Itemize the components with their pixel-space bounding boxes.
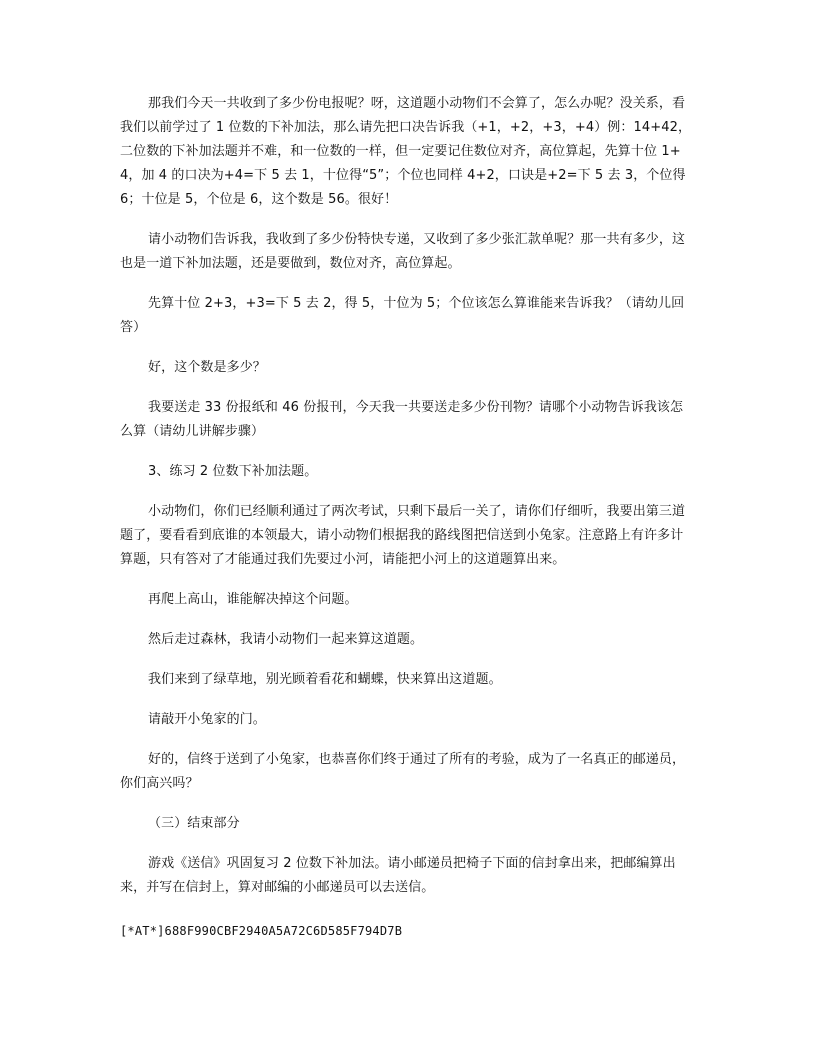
document-id-code: [*AT*]688F990CBF2940A5A72C6D585F794D7B <box>120 924 403 938</box>
paragraph-mountain: 再爬上高山，谁能解决掉这个问题。 <box>148 592 358 607</box>
paragraph-express-mail: 请小动物们告诉我，我收到了多少份特快专递，又收到了多少张汇款单呢？那一共有多少，这也是一道下补加法题，还是要做到，数位对齐，高位算起。 <box>120 232 686 271</box>
document-body <box>120 92 696 912</box>
section-heading-ending: （三）结束部分 <box>148 816 240 831</box>
paragraph-rabbit-door: 请敲开小兔家的门。 <box>148 712 266 727</box>
paragraph-newspapers: 我要送走 33 份报纸和 46 份报刊，今天我一共要送走多少份刊物？请哪个小动物告诉我该怎么算（请幼儿讲解步骤） <box>120 400 684 439</box>
paragraph-number-question: 好，这个数是多少？ <box>148 360 266 375</box>
paragraph-forest: 然后走过森林，我请小动物们一起来算这道题。 <box>148 632 424 647</box>
paragraph-meadow: 我们来到了绿草地，别光顾着看花和蝴蝶，快来算出这道题。 <box>148 672 502 687</box>
paragraph-tens-place: 先算十位 2+3，+3=下 5 去 2，得 5，十位为 5；个位该怎么算谁能来告诉我？（请幼儿回答） <box>120 296 685 335</box>
paragraph-game: 游戏《送信》巩固复习 2 位数下补加法。请小邮递员把椅子下面的信封拿出来，把邮编算出来，并写在信封上，算对邮编的小邮递员可以去送信。 <box>120 856 676 895</box>
paragraph-final-test: 小动物们，你们已经顺利通过了两次考试，只剩下最后一关了，请你们仔细听，我要出第三道题了，要看看到底谁的本领最大，请小动物们根据我的路线图把信送到小兔家。注意路上有许多计算题，只有答对了才能通过我们先要过小河，请能把小河上的这道题算出来。 <box>120 504 686 567</box>
paragraph-practice-heading: 3、练习 2 位数下补加法题。 <box>148 464 318 479</box>
paragraph-letter-delivered: 好的，信终于送到了小兔家，也恭喜你们终于通过了所有的考验，成为了一名真正的邮递员，你们高兴吗？ <box>120 752 686 791</box>
paragraph-telegram-count: 那我们今天一共收到了多少份电报呢？呀，这道题小动物们不会算了，怎么办呢？没关系，看我们以前学过了 1 位数的下补加法，那么请先把口决告诉我（+1，+2，+3，+4）例：14+42，二位数的下补加法题并不难，和一位数的一样，但一定要记住数位对齐，高位算起，先算十位 1+4，加 4 的口决为+4=下 5 去 1，十位得“5”；个位也同样 4+2，口诀是+2=下 5 去 3，个位得 6；十位是 5，个位是 6，这个数是 56。很好！ <box>120 96 692 207</box>
